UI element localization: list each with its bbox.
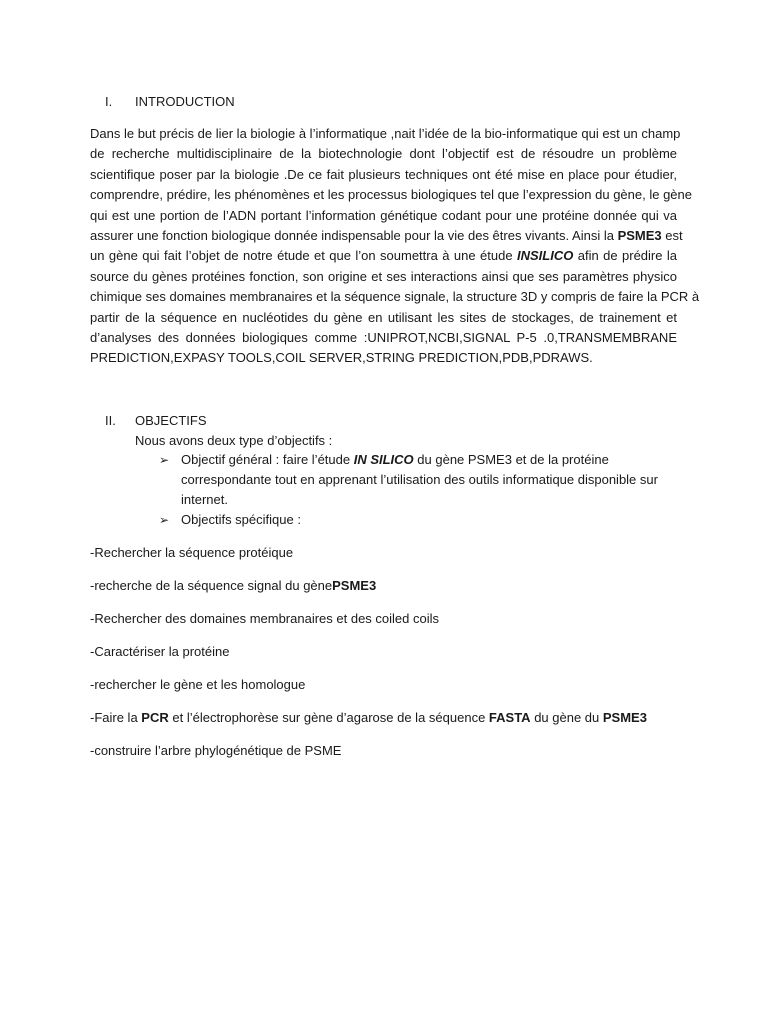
objective-item: -rechercher le gène et les homologue — [90, 677, 306, 692]
objective-item: -recherche de la séquence signal du gènePSME3 — [90, 578, 377, 593]
paragraph-line: qui est une portion de l’ADN portant l’information génétique codant pour une protéine donnée qui va — [90, 207, 677, 223]
paragraph-line: PREDICTION,EXPASY TOOLS,COIL SERVER,STRING PREDICTION,PDB,PDRAWS. — [90, 350, 593, 366]
paragraph-line: de recherche multidisciplinaire de la biotechnologie dont l’objectif est de résoudre un problème — [90, 146, 677, 162]
section-heading-objectifs — [105, 412, 207, 430]
paragraph-line: chimique ses domaines membranaires et la séquence signale, la structure 3D y compris de faire la PCR à — [90, 289, 700, 305]
objectives-lead: Nous avons deux type d’objectifs : — [135, 433, 333, 448]
section-number: I. — [105, 94, 113, 109]
paragraph-line: source du gènes protéines fonction, son origine et ses interactions ainsi que ses paramètres physico — [90, 268, 677, 284]
paragraph-line: Dans le but précis de lier la biologie à l’informatique ,nait l’idée de la bio-informatique qui est un champ — [90, 126, 681, 141]
in-silico-emphasis: IN SILICO — [353, 452, 414, 467]
bullet-objectif-general: ➢ Objectif général : faire l’étude IN SILICO du gène PSME3 et de la protéine correspondante tout en apprenant l’utilisation des outils informatique disponible sur internet. — [159, 452, 658, 507]
arrow-bullet-icon: ➢ — [159, 513, 170, 527]
paragraph-line: scientifique poser par la biologie .De ce fait plusieurs techniques ont été mise en place pour étudier, — [90, 166, 677, 182]
gene-name-bold: PSME3 — [617, 227, 662, 243]
arrow-bullet-icon: ➢ — [159, 453, 170, 467]
objective-item: -Rechercher des domaines membranaires et des coiled coils — [90, 611, 439, 626]
objective-item: -Caractériser la protéine — [90, 644, 230, 659]
introduction-paragraph — [90, 124, 700, 369]
bullet-objectifs-specifique: ➢ Objectifs spécifique : — [159, 510, 679, 530]
objective-item: -Faire la PCR et l’électrophorèse sur gène d’agarose de la séquence FASTA du gène du PSME3 — [90, 710, 647, 725]
objective-item: -construire l’arbre phylogénétique de PSME — [90, 743, 342, 758]
insilico-emphasis: INSILICO — [516, 248, 574, 264]
paragraph-line: d’analyses des données biologiques comme :UNIPROT,NCBI,SIGNAL P-5 .0,TRANSMEMBRANE — [90, 329, 677, 345]
section-number: II. — [105, 413, 116, 428]
objective-item: -Rechercher la séquence protéique — [90, 545, 294, 560]
section-title: OBJECTIFS — [135, 413, 207, 428]
paragraph-line: comprendre, prédire, les phénomènes et les processus biologiques tel que l’expression du gène, le gène — [90, 187, 692, 203]
paragraph-line: assurer une fonction biologique donnée indispensable pour la vie des êtres vivants. Ainsi la PSME3 est — [90, 227, 683, 243]
paragraph-line: partir de la séquence en nucléotides du gène en utilisant les sites de stockages, de trainement et — [90, 309, 677, 325]
section-title: INTRODUCTION — [135, 94, 235, 109]
paragraph-line: un gène qui fait l’objet de notre étude et que l’on soumettra à une étude INSILICO afin de prédire la — [90, 248, 678, 264]
section-heading-introduction — [105, 93, 235, 111]
